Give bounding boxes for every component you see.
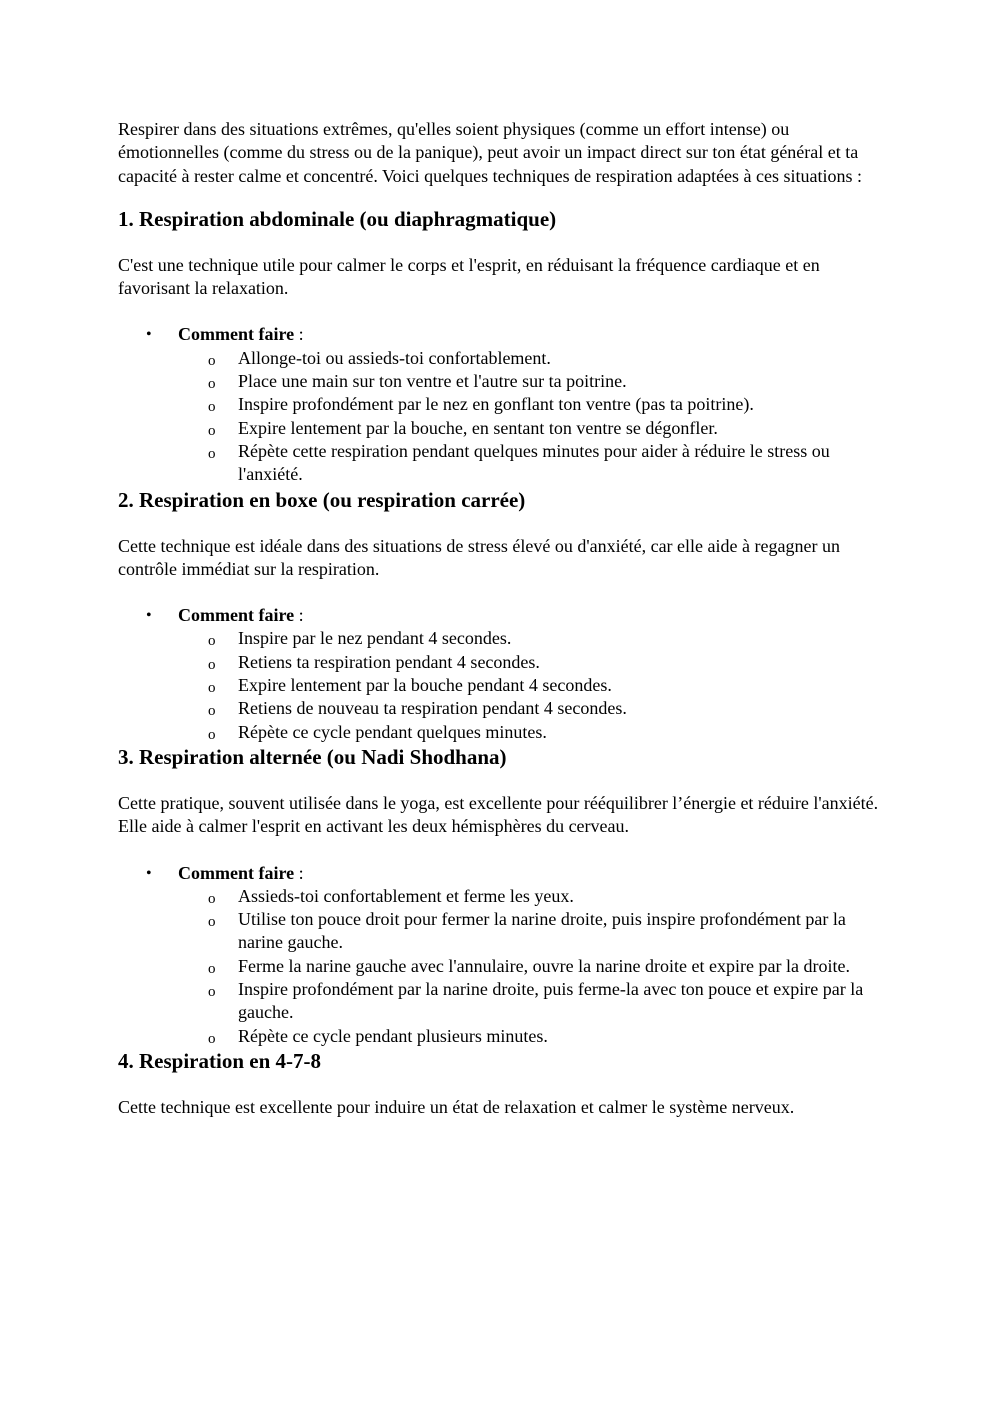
section-heading: 2. Respiration en boxe (ou respiration carrée): [118, 487, 526, 512]
step-text: Expire lentement par la bouche, en sentant ton ventre se dégonfler.: [238, 417, 718, 438]
step-item: [178, 978, 883, 1025]
step-item: [178, 651, 883, 674]
step-text: Retiens de nouveau ta respiration pendant 4 secondes.: [238, 698, 627, 719]
step-text: Utilise ton pouce droit pour fermer la narine droite, puis inspire profondément par la narine gauche.: [238, 909, 846, 953]
step-text: Assieds-toi confortablement et ferme les yeux.: [238, 885, 574, 906]
circle-bullet-icon: o: [208, 960, 216, 977]
circle-bullet-icon: o: [208, 399, 216, 416]
circle-bullet-icon: o: [208, 984, 216, 1001]
step-item: [178, 417, 883, 440]
how-to-list: [118, 604, 883, 744]
step-text: Expire lentement par la bouche pendant 4 secondes.: [238, 675, 612, 696]
document-page: [118, 118, 883, 1142]
step-item: [178, 697, 883, 720]
circle-bullet-icon: o: [208, 422, 216, 439]
step-text: Ferme la narine gauche avec l'annulaire, ouvre la narine droite et expire par la droite.: [238, 955, 850, 976]
how-to-item: [118, 604, 883, 744]
circle-bullet-icon: o: [208, 890, 216, 907]
steps-list: [178, 627, 883, 743]
circle-bullet-icon: o: [208, 726, 216, 743]
section-heading: 4. Respiration en 4-7-8: [118, 1048, 321, 1073]
step-item: [178, 674, 883, 697]
circle-bullet-icon: o: [208, 445, 216, 462]
step-text: Inspire par le nez pendant 4 secondes.: [238, 628, 512, 649]
circle-bullet-icon: o: [208, 703, 216, 720]
circle-bullet-icon: o: [208, 352, 216, 369]
step-item: [178, 955, 883, 978]
steps-list: [178, 885, 883, 1048]
how-to-label: Comment faire: [178, 324, 295, 345]
how-to-item: [118, 862, 883, 1048]
step-text: Inspire profondément par le nez en gonflant ton ventre (pas ta poitrine).: [238, 394, 754, 415]
step-text: Répète ce cycle pendant plusieurs minutes.: [238, 1025, 548, 1046]
step-text: Place une main sur ton ventre et l'autre sur ta poitrine.: [238, 371, 627, 392]
how-to-label: Comment faire: [178, 862, 295, 883]
step-text: Allonge-toi ou assieds-toi confortablement.: [238, 347, 551, 368]
circle-bullet-icon: o: [208, 633, 216, 650]
step-item: [178, 908, 883, 955]
step-item: [178, 393, 883, 416]
step-text: Inspire profondément par la narine droite, puis ferme-la avec ton pouce et expire par la gauche.: [238, 979, 864, 1023]
intro-paragraph: Respirer dans des situations extrêmes, qu'elles soient physiques (comme un effort intense) ou émotionnelles (comme du stress ou de la panique), peut avoir un impact direct sur ton état général et ta capacité à rester calme et concentré. Voici quelques techniques de respiration adaptées à ces situations :: [118, 119, 863, 186]
step-item: [178, 627, 883, 650]
section-description: Cette technique est excellente pour induire un état de relaxation et calmer le système nerveux.: [118, 1096, 795, 1117]
step-text: Répète cette respiration pendant quelques minutes pour aider à réduire le stress ou l'anxiété.: [238, 440, 830, 485]
circle-bullet-icon: o: [208, 914, 216, 931]
steps-list: [178, 347, 883, 487]
step-item: [178, 1025, 883, 1048]
step-text: Retiens ta respiration pendant 4 secondes.: [238, 651, 540, 672]
circle-bullet-icon: o: [208, 656, 216, 673]
step-item: [178, 347, 883, 370]
section-heading: 3. Respiration alternée (ou Nadi Shodhana): [118, 744, 507, 769]
step-text: Répète ce cycle pendant quelques minutes.: [238, 721, 547, 742]
step-item: [178, 370, 883, 393]
bullet-icon: •: [146, 607, 152, 625]
circle-bullet-icon: o: [208, 376, 216, 393]
how-to-suffix: :: [294, 862, 304, 883]
section-heading: 1. Respiration abdominale (ou diaphragmatique): [118, 206, 557, 231]
section-4: [118, 1048, 883, 1119]
how-to-item: [118, 323, 883, 486]
circle-bullet-icon: o: [208, 1030, 216, 1047]
section-description: C'est une technique utile pour calmer le corps et l'esprit, en réduisant la fréquence cardiaque et en favorisant la relaxation.: [118, 254, 820, 299]
how-to-suffix: :: [294, 324, 304, 345]
bullet-icon: •: [146, 326, 152, 344]
section-2: [118, 487, 883, 744]
section-1: [118, 206, 883, 487]
section-description: Cette pratique, souvent utilisée dans le yoga, est excellente pour rééquilibrer l’énergie et réduire l'anxiété. Elle aide à calmer l'esprit en activant les deux hémisphères du cerveau.: [118, 792, 879, 837]
circle-bullet-icon: o: [208, 680, 216, 697]
how-to-label: Comment faire: [178, 605, 295, 626]
section-description: Cette technique est idéale dans des situations de stress élevé ou d'anxiété, car elle aide à regagner un contrôle immédiat sur la respiration.: [118, 535, 840, 579]
step-item: [178, 440, 883, 487]
section-3: [118, 744, 883, 1048]
how-to-list: [118, 862, 883, 1048]
step-item: [178, 721, 883, 744]
bullet-icon: •: [146, 864, 152, 882]
how-to-list: [118, 323, 883, 486]
step-item: [178, 885, 883, 908]
how-to-suffix: :: [294, 605, 304, 626]
